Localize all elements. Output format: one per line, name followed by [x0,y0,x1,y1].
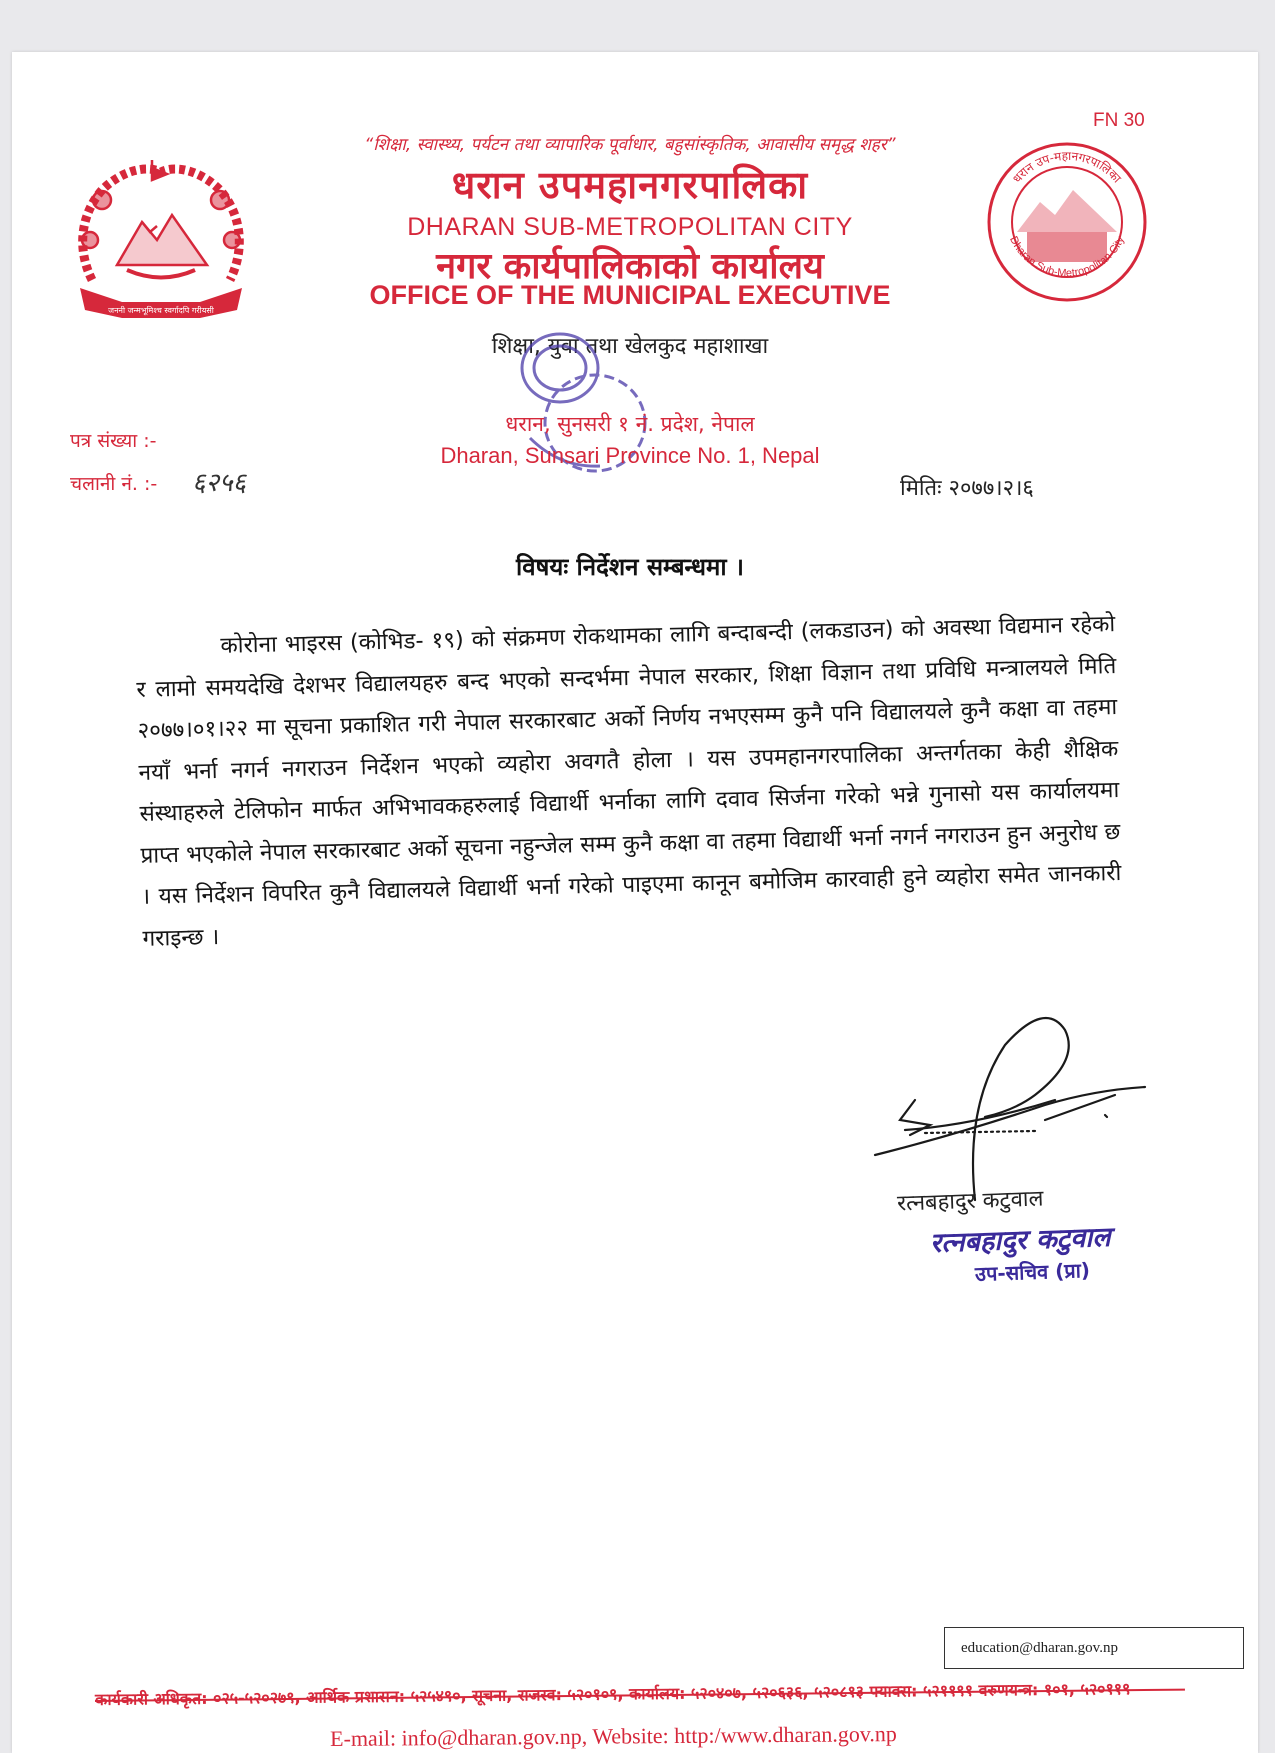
dispatch-number-label: चलानी नं. :- [70,473,158,495]
dispatch-number-value: ६२५६ [192,468,247,498]
letter-date: मितिः २०७७।२।६ [900,476,1034,501]
signer-name-handwritten: रत्नबहादुर कटुवाल [896,1186,1044,1217]
letter-body: कोरोना भाइरस (कोभिड- १९) को संक्रमण रोकथामका लागि बन्दाबन्दी (लकडाउन) को अवस्था विद्यमान रहेको र लामो समयदेखि देशभर विद्यालयहरु बन्द भएको सन्दर्भमा नेपाल सरकार, शिक्षा विज्ञान तथा प्रविधि मन्त्रालयले मिति २०७७।०१।२२ मा सूचना प्रकाशित गरी नेपाल सरकारबाट अर्को निर्णय नभएसम्म कुनै पनि विद्यालयले कुनै कक्षा वा तहमा नयाँ भर्ना नगर्न नगराउन निर्देशन भएको व्यहोरा अवगतै होला । यस उपमहानगरपालिका अन्तर्गतका केही शैक्षिक संस्थाहरुले टेलिफोन मार्फत अभिभावकहरुलाई विद्यार्थी भर्नाका लागि दवाव सिर्जना गरेको भन्ने गुनासो यस कार्यालयमा प्राप्त भएकोले नेपाल सरकारबाट अर्को सूचना नहुन्जेल सम्म कुनै कक्षा वा तहमा विद्यार्थी भर्ना नगर्न नगराउन हुन अनुरोध छ । यस निर्देशन विपरित कुनै विद्यालयले विद्यार्थी भर्ना गरेको पाइएमा कानून बमोजिम कारवाही हुने व्यहोरा समेत जानकारी गराइन्छ । [136,611,1122,952]
municipality-seal-icon [985,140,1150,305]
municipality-title-np: धरान उपमहानगरपालिका [451,163,809,207]
nepal-emblem-icon [72,160,250,320]
seal-text-bottom: Dharan Sub-Metropolitan City [1007,234,1127,280]
emblem-motto: जननी जन्मभूमिश्च स्वर्गादपि गरीयसी [108,306,214,315]
seal-text-top: धरान उप-महानगरपालिका [1009,148,1124,186]
signer-designation: उप-सचिव (प्रा) [974,1258,1091,1286]
signature-icon [865,1005,1165,1205]
letter-number-label: पत्र संख्या :- [70,430,157,452]
letter-subject: विषयः निर्देशन सम्बन्धमा । [516,553,744,581]
department-email-box: education@dharan.gov.np [944,1627,1244,1669]
address-en: Dharan, Sunsari Province No. 1, Nepal [440,443,820,468]
footer-contact-numbers: कार्यकारी अधिकृत: ०२५-५२०२७९, आर्थिक प्रशासन: ५२५४९०, सूचना, राजस्व: ५२०१०९, कार्यालय: ५२०४०७, ५२०६३६, ५२०८१३ फ्याक्स: ५२११९१ वरुणयन्त्र: १०१, ५२०११९ [95,1679,1131,1709]
footer-email-website: E-mail: info@dharan.gov.np, Website: http:/www.dharan.gov.np [330,1721,897,1751]
municipality-title-en: DHARAN SUB-METROPOLITAN CITY [407,213,853,241]
office-title-np: नगर कार्यपालिकाको कार्यालय [436,246,824,287]
signer-name-stamp: रत्नबहादुर कटुवाल [929,1221,1112,1260]
address-np: धरान, सुनसरी १ नं. प्रदेश, नेपाल [505,412,755,436]
branch-name: शिक्षा, युवा तथा खेलकुद महाशाखा [491,334,769,359]
form-number: FN 30 [1093,110,1145,131]
office-title-en: OFFICE OF THE MUNICIPAL EXECUTIVE [369,280,891,310]
tagline: “शिक्षा, स्वास्थ्य, पर्यटन तथा व्यापारिक पूर्वाधार, बहुसांस्कृतिक, आवासीय समृद्ध शहर” [364,135,896,155]
